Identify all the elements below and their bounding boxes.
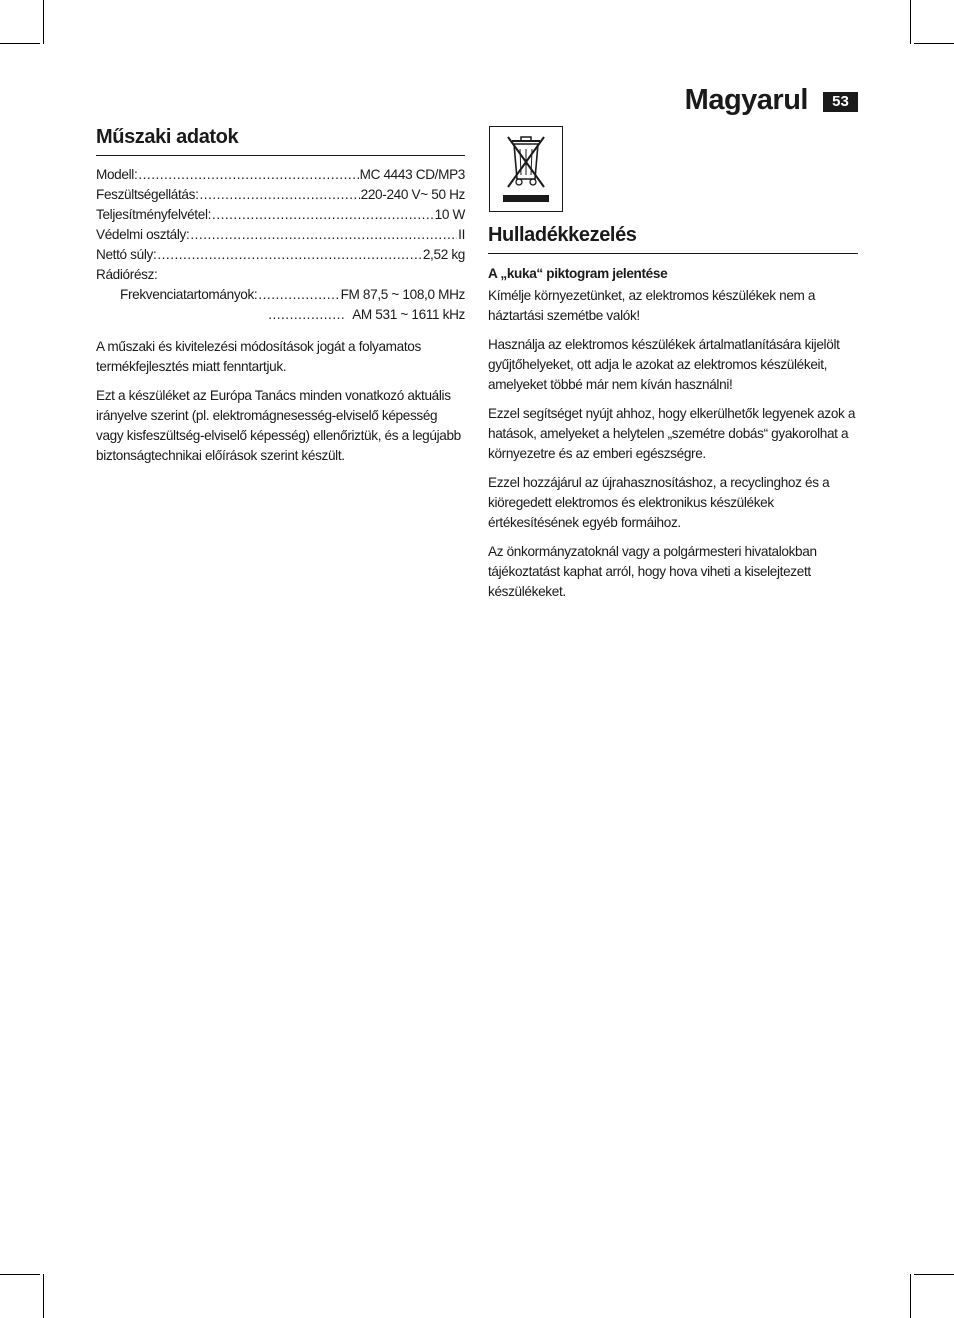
spec-value: 10 W: [434, 207, 465, 222]
dot-leader: [190, 225, 457, 245]
crossed-out-wheelie-bin-icon: [489, 126, 563, 212]
spec-label: Nettó súly:: [96, 247, 157, 262]
spec-label: Teljesítményfelvétel:: [96, 207, 212, 222]
paragraph: Ezzel hozzájárul az újrahasznosításhoz, a recyclinghoz és a kiöregedett elektromos és elektronikus készülékek értékesítésének egyéb formáihoz.: [488, 475, 830, 530]
subsection-title: A „kuka“ piktogram jelentése: [488, 266, 668, 281]
spec-row-frequency-am: [96, 305, 465, 325]
dot-leader: [268, 305, 346, 325]
crop-mark-top-left-h: [0, 43, 40, 44]
dot-leader: [157, 245, 421, 265]
crop-mark-bottom-right-v: [910, 1274, 911, 1318]
dot-leader: [212, 205, 434, 225]
paragraph: Ezt a készüléket az Európa Tanács minden vonatkozó aktuális irányelve szerint (pl. elektromágnesesség-elviselő képesség vagy kisfeszültség-elviselő képesség) ellenőriztük, és a legújabb biztonságtechnikai előírások szerint készült.: [96, 388, 461, 463]
technical-data-section: [96, 124, 465, 475]
section-title-technical-data: Műszaki adatok: [96, 124, 465, 156]
spec-value: II: [458, 227, 465, 242]
spec-row-protection-class: [96, 225, 465, 245]
crop-mark-bottom-left-h: [0, 1274, 40, 1275]
spec-value: 220-240 V~ 50 Hz: [360, 187, 465, 202]
paragraph: A műszaki és kivitelezési módosítások jogát a folyamatos termékfejlesztés miatt fenntartjuk.: [96, 339, 421, 374]
dot-leader: [258, 285, 339, 305]
crop-mark-bottom-right-h: [914, 1274, 954, 1275]
spec-value: MC 4443 CD/MP3: [359, 167, 465, 182]
dot-leader: [200, 185, 360, 205]
spec-label: Frekvenciatartományok:: [120, 287, 258, 302]
crop-mark-top-left-v: [43, 0, 44, 44]
spec-row-frequency-fm: [96, 285, 465, 305]
crop-mark-bottom-left-v: [43, 1274, 44, 1318]
spec-value: AM 531 ~ 1611 kHz: [352, 307, 465, 322]
spec-value: FM 87,5 ~ 108,0 MHz: [340, 287, 465, 302]
spec-label: Feszültségellátás:: [96, 187, 199, 202]
spec-label: Rádiórész:: [96, 267, 158, 282]
crop-mark-top-right-h: [914, 43, 954, 44]
spec-label: Védelmi osztály:: [96, 227, 190, 242]
paragraph: Kímélje környezetünket, az elektromos készülékek nem a háztartási szemétbe valók!: [488, 288, 816, 323]
dot-leader: [138, 165, 358, 185]
page-language-title: Magyarul: [684, 84, 808, 116]
paragraph: Ezzel segítséget nyújt ahhoz, hogy elkerülhetők legyenek azok a hatások, amelyeket a helytelen „szemétre dobás“ gyakorolhat a környezetre és az emberi egészségre.: [488, 406, 856, 461]
section-title-disposal: Hulladékkezelés: [488, 222, 858, 254]
disposal-section: [488, 124, 858, 611]
spec-row-radio: [96, 265, 465, 285]
page-number-badge: 53: [823, 92, 858, 112]
paragraph: Az önkormányzatoknál vagy a polgármesteri hivatalokban tájékoztatást kaphat arról, hogy hova viheti a kiselejtezett készülékeket.: [488, 544, 817, 599]
spec-row-net-weight: [96, 245, 465, 265]
spec-row-model: [96, 165, 465, 185]
spec-row-power-consumption: [96, 205, 465, 225]
paragraph: Használja az elektromos készülékek ártalmatlanítására kijelölt gyűjtőhelyeket, ott adja le azokat az elektromos készülékeit, amelyeket többé már nem kíván használni!: [488, 337, 840, 392]
spec-row-power-supply: [96, 185, 465, 205]
spec-label: Modell:: [96, 167, 138, 182]
spec-value: 2,52 kg: [422, 247, 465, 262]
crop-mark-top-right-v: [910, 0, 911, 44]
